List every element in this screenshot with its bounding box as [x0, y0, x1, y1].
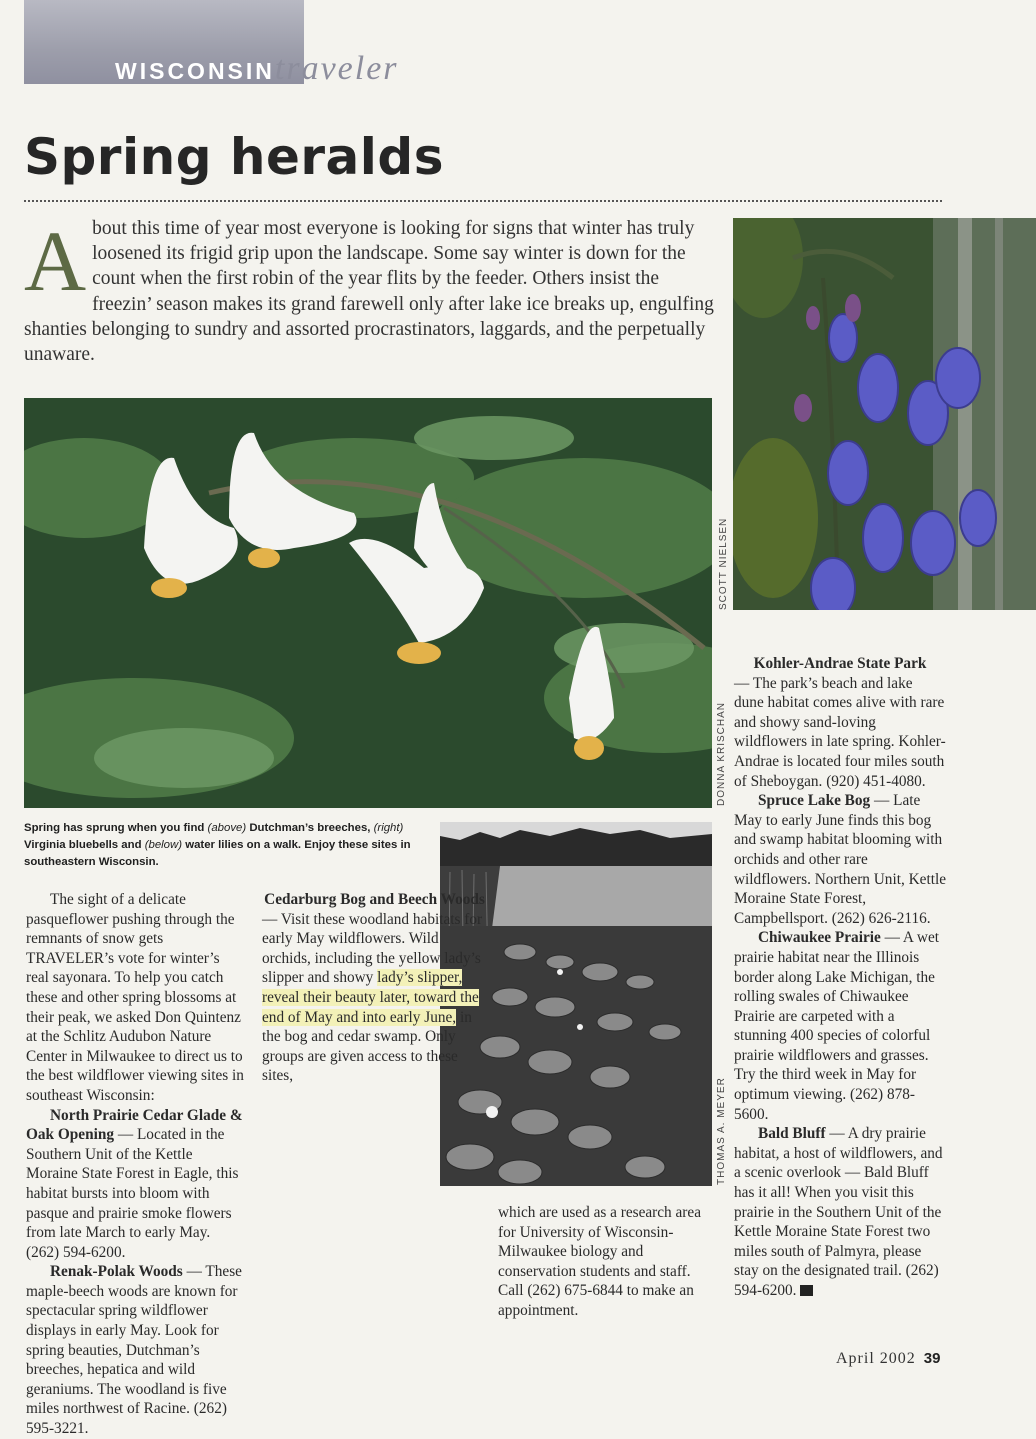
photo-dutchmans-breeches	[24, 398, 712, 808]
dutchmans-breeches-illustration	[24, 398, 712, 808]
site-kohler: — The park’s beach and lake dune habitat comes alive with rare and showy sand-loving wildflowers in late spring. Kohler-Andrae is located four miles south of Sheboygan. (920) 451-4080.	[734, 674, 946, 790]
end-mark-icon	[800, 1285, 813, 1296]
site-name: Renak-Polak Woods	[50, 1263, 183, 1281]
site-cedarburg-continued: which are used as a research area for University of Wisconsin-Milwaukee biology and conservation students and staff. Call (262) 675-6844 to make an appointment.	[498, 1204, 701, 1319]
photo-credit-breeches: DONNA KRISCHAN	[716, 701, 727, 806]
site-description: — A dry prairie habitat, a host of wildflowers, and a scenic overlook — Bald Bluff has it all! When you visit this prairie in the Southern Unit of the Kettle Moraine State Forest two miles south of Palmyra, please stay on the designated trail. (262) 594-6200.	[734, 1125, 943, 1299]
site-description: in the bog and cedar swamp. Only groups are given access to these sites,	[262, 1008, 472, 1085]
caption-text: Virginia bluebells and	[24, 839, 145, 851]
page-number: 39	[923, 1350, 941, 1367]
body-column-2	[262, 890, 487, 1086]
page-footer	[836, 1350, 940, 1368]
site-renak-polak	[26, 1262, 246, 1438]
site-name: Bald Bluff	[758, 1125, 826, 1143]
site-chiwaukee	[734, 928, 946, 1124]
masthead-traveler: traveler	[274, 50, 399, 87]
site-kohler-heading: Kohler-Andrae State Park	[753, 655, 927, 672]
body-column-1	[26, 890, 246, 1439]
bluebells-illustration	[733, 218, 1036, 610]
site-bald-bluff	[734, 1124, 946, 1300]
site-description: — Located in the Southern Unit of the Kettle Moraine State Forest in Eagle, this habitat bursts into bloom with pasque and prairie smoke flowers from late March to early May. (262) 594-6200.	[26, 1126, 239, 1261]
masthead-wisconsin: WISCONSIN	[115, 58, 275, 84]
site-description: — A wet prairie habitat near the Illinois border along Lake Michigan, the rolling swales of Chiwaukee Prairie are carpeted with a stunning 400 species of colorful prairie wildflowers and grasses. Try the third week in May for optimum viewing. (262) 878-5600.	[734, 929, 939, 1123]
caption-text: water lilies on a walk. Enjoy these sites in southeastern Wisconsin.	[24, 839, 411, 868]
site-name: North Prairie Cedar Glade & Oak Opening	[26, 1106, 243, 1144]
caption-text: Spring has sprung when you find	[24, 822, 208, 834]
photo-caption	[24, 820, 424, 871]
photo-credit-lilies: THOMAS A. MEYER	[716, 1077, 727, 1185]
caption-below: (below)	[144, 839, 183, 851]
site-spruce-lake	[734, 791, 946, 928]
photo-credit-bluebells: SCOTT NIELSEN	[718, 517, 729, 610]
body-intro-paragraph: The sight of a delicate pasqueflower pushing through the remnants of snow gets TRAVELER’s vote for winter’s real sayonara. To help you catch these and other spring blossoms at their peak, we asked Don Quintenz at the Schlitz Audubon Nature Center in Milwaukee to direct us to the best wildflower viewing sites in southeast Wisconsin:	[26, 891, 244, 1104]
site-description: — Late May to early June finds this bog and swamp habitat blooming with orchids and other rare wildflowers. Northern Unit, Kettle Moraine State Forest, Campbellsport. (262) 626-2116.	[734, 792, 946, 927]
masthead-logo	[115, 50, 399, 88]
site-description: — These maple-beech woods are known for spectacular spring wildflower displays in early May. Look for spring beauties, Dutchman’s breeches, hepatica and wild geraniums. The woodland is five miles northwest of Racine. (262) 595-3221.	[26, 1263, 242, 1438]
site-description: — Visit these woodland habitats for early May wildflowers. Wild orchids, including the yellow lady’s slipper and showy	[262, 910, 483, 987]
site-north-prairie	[26, 1106, 246, 1263]
drop-cap: A	[24, 213, 87, 309]
caption-right: (right)	[373, 822, 404, 834]
site-name: Spruce Lake Bog	[758, 792, 871, 810]
body-column-4	[734, 654, 946, 1301]
caption-text: Dutchman’s breeches,	[246, 822, 374, 834]
site-cedarburg-heading: Cedarburg Bog and Beech Woods	[264, 891, 485, 908]
site-cedarburg	[262, 910, 487, 1086]
site-name: Chiwaukee Prairie	[758, 929, 881, 947]
intro-paragraph	[24, 213, 714, 367]
dotted-rule	[24, 200, 942, 202]
photo-virginia-bluebells	[733, 218, 1036, 610]
highlighted-text: lady’s slipper, reveal their beauty later, toward the end of May and into early June,	[262, 969, 479, 1026]
body-column-3	[498, 1203, 713, 1321]
issue-date: April 2002	[836, 1350, 916, 1367]
article-title: Spring heralds	[24, 128, 444, 186]
intro-text: bout this time of year most everyone is looking for signs that winter has truly loosened its frigid grip upon the landscape. Some say winter is down for the count when the first robin of the year flits by the feeder. Others insist the freezin’ season makes its grand farewell only after lake ice breaks up, engulfing shanties belonging to sundry and assorted procrastinators, laggards, and the perpetually unaware.	[24, 218, 714, 366]
caption-above: (above)	[207, 822, 247, 834]
